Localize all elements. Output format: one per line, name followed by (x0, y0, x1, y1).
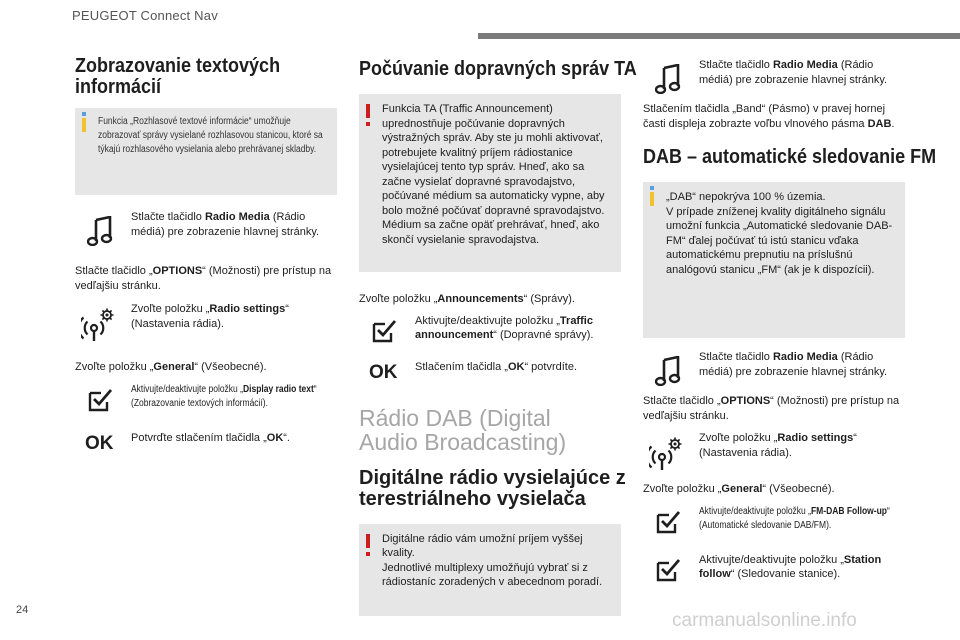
section-heading-ta: Počúvanie dopravných správ TA (359, 58, 637, 80)
music-note-icon (655, 64, 681, 94)
step-radio-settings (643, 431, 905, 475)
music-note-icon (87, 216, 113, 246)
paragraph-general: Zvoľte položku „General“ (Všeobecné). (75, 361, 267, 373)
checkbox-icon (371, 318, 397, 344)
step-confirm-ok (75, 431, 337, 461)
header-bar (478, 33, 960, 39)
step-text: Aktivujte/deaktivujte položku „Station follow“ (Sledovanie stanice). (699, 553, 882, 580)
step-text: Zvoľte položku „Radio settings“ (Nastavenia rádia). (131, 303, 289, 330)
ok-icon: OK (369, 361, 398, 383)
column-1 (75, 56, 337, 461)
checkbox-icon (87, 387, 113, 413)
music-note-icon (655, 356, 681, 386)
info-box-radio-text (75, 108, 337, 195)
section-heading-text-info: Zobrazovanie textových informácií (75, 55, 281, 98)
paragraph-band: Stlačením tlačidla „Band“ (Pásmo) v pravej hornej časti displeja zobrazte voľbu vlnového pásma DAB. (643, 103, 895, 130)
section-heading-digital-radio: Digitálne rádio vysielajúce z terestriálneho vysielača (359, 466, 626, 510)
step-radio-media (643, 350, 905, 394)
info-text: Funkcia „Rozhlasové textové informácie“ umožňuje zobrazovať správy vysielané rozhlasovou stanicou, ktoré sa týkajú rozhlasového vysielania alebo prehrávanej skladby. (98, 116, 323, 155)
info-text: „DAB“ nepokrýva 100 % územia. V prípade zníženej kvality digitálneho signálu umožní funkcia „Automatické sledovanie DAB-FM“ ďalej počúvať tú istú stanicu vďaka automatickému prepnutiu na príslušnú analógovú stanicu „FM“ (ak je k dispozícii). (666, 191, 893, 276)
step-text: Zvoľte položku „Radio settings“ (Nastavenia rádia). (699, 432, 857, 459)
paragraph-options: Stlačte tlačidlo „OPTIONS“ (Možnosti) pre prístup na vedľajšiu stránku. (643, 395, 900, 422)
warning-text: Digitálne rádio vám umožní príjem vyššej kvality. Jednotlivé multiplexy umožňujú vybrať si z rádiostaníc zoradených v abecednom poradí. (382, 532, 603, 588)
step-radio-media (643, 58, 905, 102)
warning-icon (366, 104, 370, 118)
section-title-dab: Rádio DAB (Digital Audio Broadcasting) (359, 404, 567, 455)
checkbox-icon (655, 557, 681, 583)
step-text: Stlačte tlačidlo Radio Media (Rádio médiá) pre zobrazenie hlavnej stránky. (699, 59, 888, 86)
step-confirm-ok (359, 360, 621, 390)
paragraph-general: Zvoľte položku „General“ (Všeobecné). (643, 483, 835, 495)
step-text: Stlačením tlačidla „OK“ potvrdíte. (415, 360, 578, 373)
step-display-radio-text (75, 383, 337, 423)
info-icon (82, 118, 86, 132)
radio-settings-icon (649, 437, 683, 471)
step-text: Stlačte tlačidlo Radio Media (Rádio médiá) pre zobrazenie hlavnej stránky. (131, 211, 320, 238)
step-text: Stlačte tlačidlo Radio Media (Rádio médiá) pre zobrazenie hlavnej stránky. (699, 351, 888, 378)
paragraph-announcements: Zvoľte položku „Announcements“ (Správy). (359, 293, 575, 305)
step-traffic-announcement (359, 314, 621, 352)
step-fm-dab-follow-up (643, 505, 905, 545)
step-station-follow (643, 553, 905, 597)
warning-icon (366, 534, 370, 548)
step-text: Aktivujte/deaktivujte položku „Traffic announcement“ (Dopravné správy). (415, 314, 594, 341)
step-radio-settings (75, 302, 337, 350)
info-box-dab (643, 182, 905, 338)
watermark-bottom: carmanualsonline.info (672, 610, 857, 631)
step-text: Aktivujte/deaktivujte položku „FM-DAB Follow-up“ (Automatické sledovanie DAB/FM). (699, 505, 890, 531)
page-header-title: PEUGEOT Connect Nav (72, 8, 218, 23)
warning-box-dab (359, 524, 621, 616)
column-3 (643, 56, 937, 597)
step-radio-media (75, 210, 337, 258)
ok-icon: OK (85, 432, 114, 454)
warning-text: Funkcia TA (Traffic Announcement) uprednostňuje počúvanie dopravných výstražných správ. Aby ste ju mohli aktivovať, potrebujete kvalitný príjem rádiostanice vysielajúcej tento typ správ. Hneď, ako sa začne vysielať dopravné spravodajstvo, počúvané médium sa automaticky vypne, aby bolo možné počúvať dopravné spravodajstvo. Médium sa začne opäť prehrávať, hneď, ako skončí vysielanie spravodajstva. (382, 103, 605, 246)
paragraph-options: Stlačte tlačidlo „OPTIONS“ (Možnosti) pre prístup na vedľajšiu stránku. (75, 265, 332, 292)
step-text: Potvrďte stlačením tlačidla „OK“. (131, 431, 290, 444)
info-icon (650, 192, 654, 206)
section-heading-dab-fm: DAB – automatické sledovanie FM (643, 146, 937, 168)
column-2 (359, 56, 637, 616)
step-text: Aktivujte/deaktivujte položku „Display radio text“ (Zobrazovanie textových informácií). (131, 383, 317, 409)
radio-settings-icon (81, 308, 115, 342)
page-number: 24 (16, 604, 29, 616)
checkbox-icon (655, 509, 681, 535)
warning-box-ta (359, 94, 621, 272)
